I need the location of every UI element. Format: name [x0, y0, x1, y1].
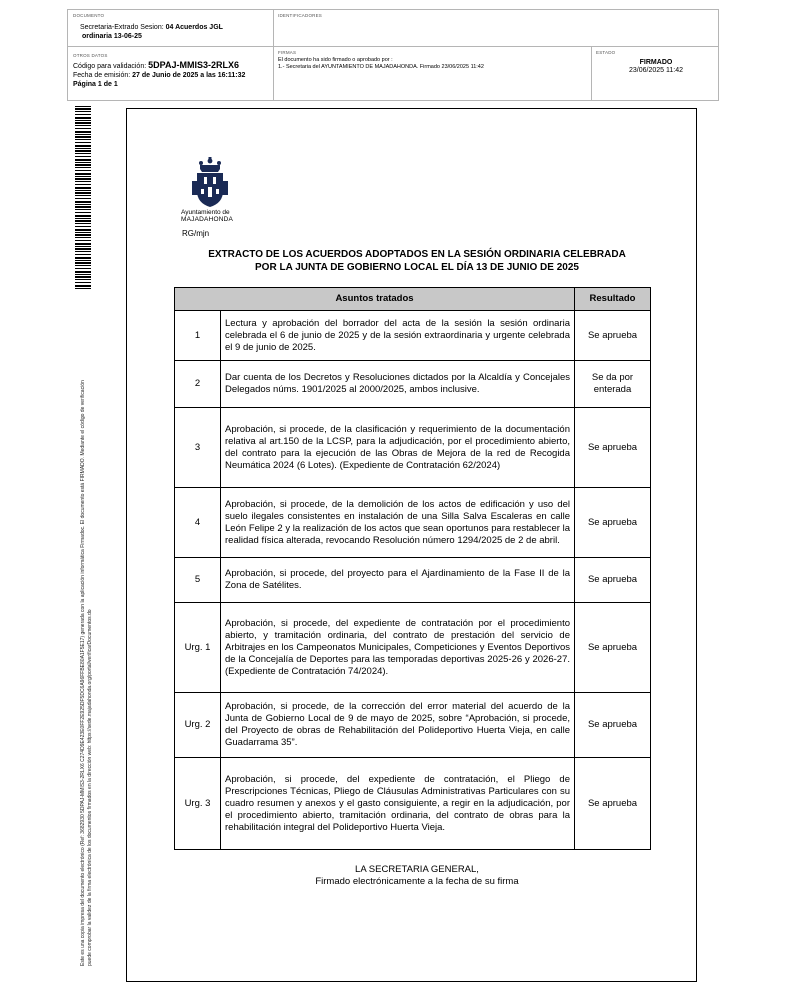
verification-text: [80, 276, 94, 966]
row-result: Se aprueba: [575, 693, 651, 758]
documento-label: DOCUMENTO: [73, 13, 105, 18]
fecha-emision: Fecha de emisión: 27 de Junio de 2025 a las 16:11:32: [73, 72, 246, 79]
row-description: Dar cuenta de los Decretos y Resoluciones dictados por la Alcaldía y Concejales Delegados núms. 1901/2025 al 2000/2025, ambos inclusive.: [221, 361, 575, 408]
header-divider: [273, 10, 274, 100]
documento-line2: ordinaria 13-06-25: [82, 33, 142, 40]
table-row: [175, 558, 651, 603]
table-row: [175, 408, 651, 488]
verification-line1: Este es una copia impresa del documento electrónico (Ref: 3682930 5DPAJ-MMIS3-2RLX6 C274D9E423E0FF2E925DF5DC6A96FFBE80A1F5E17) generada con la aplicación informática Firmadoc. El documento está FIRMADO. Mediante el código de verificación: [80, 380, 86, 966]
signature-block: [167, 864, 667, 888]
firmas-label: FIRMAS: [278, 50, 297, 55]
estado-fecha: 23/06/2025 11:42: [629, 67, 683, 74]
verification-line2: puede comprobar la validez de la firma electrónica de los documentos firmados en la dirección web: https://sede.majadahonda.org/portal/verificarDocumentos.do: [87, 609, 93, 966]
table-row: [175, 603, 651, 693]
signature-note: Firmado electrónicamente a la fecha de su firma: [315, 876, 519, 887]
estado-label: ESTADO: [596, 50, 616, 55]
title-line1: EXTRACTO DE LOS ACUERDOS ADOPTADOS EN LA SESIÓN ORDINARIA CELEBRADA: [208, 249, 626, 260]
row-description: Lectura y aprobación del borrador del acta de la sesión la sesión ordinaria celebrada el 6 de junio de 2025 y de la sesión extraordinaria y urgente celebrada el 9 de junio de 2025.: [221, 311, 575, 361]
side-margin: [72, 106, 122, 966]
row-result: Se aprueba: [575, 408, 651, 488]
row-result: Se aprueba: [575, 488, 651, 558]
logo-text-majadahonda: MAJADAHONDA: [181, 216, 234, 223]
document-title: [167, 248, 667, 274]
row-number: 4: [175, 488, 221, 558]
table-row: [175, 758, 651, 850]
row-number: 2: [175, 361, 221, 408]
row-result: Se aprueba: [575, 603, 651, 693]
row-description: Aprobación, si procede, de la demolición de los actos de edificación y uso del suelo ilegales consistentes en instalación de una Silla Salva Escaleras en calle León Felipe 2 y la realización de los actos que sean oportunos para restablecer la realidad física alterada, revocando Resolución número 1294/2025 de 2 de abril.: [221, 488, 575, 558]
row-number: 5: [175, 558, 221, 603]
title-line2: POR LA JUNTA DE GOBIERNO LOCAL EL DÍA 13 DE JUNIO DE 2025: [255, 262, 579, 273]
table-header-row: [175, 288, 651, 311]
row-result: Se aprueba: [575, 311, 651, 361]
header-asuntos: Asuntos tratados: [175, 288, 575, 311]
row-result: Se aprueba: [575, 758, 651, 850]
table-row: [175, 488, 651, 558]
row-number: Urg. 3: [175, 758, 221, 850]
identificadores-label: IDENTIFICADORES: [278, 13, 323, 18]
header-resultado: Resultado: [575, 288, 651, 311]
row-description: Aprobación, si procede, del proyecto para el Ajardinamiento de la Fase II de la Zona de Satélites.: [221, 558, 575, 603]
codigo-validacion: Código para validación: 5DPAJ-MMIS3-2RLX6: [73, 60, 239, 70]
estado-value: FIRMADO: [639, 59, 673, 66]
documento-line1: Secretaria-Extrado Sesion: 04 Acuerdos JGL: [80, 24, 223, 31]
page-frame: [126, 108, 697, 982]
otros-datos-label: OTROS DATOS: [73, 53, 108, 58]
row-number: Urg. 2: [175, 693, 221, 758]
row-description: Aprobación, si procede, de la clasificación y requerimiento de la documentación relativa al art.150 de la LCSP, para la adjudicación, por el procedimiento abierto, del contrato para la ejecución de las Obras de Mejora de la red de Recogida Neumática 2024 (6 Lotes). (Expediente de Contratación 62/2024): [221, 408, 575, 488]
pagina: Página 1 de 1: [73, 81, 118, 88]
row-result: Se da por enterada: [575, 361, 651, 408]
firmas-line2: 1.- Secretaria del AYUNTAMIENTO DE MAJADAHONDA. Firmado 23/06/2025 11:42: [278, 64, 484, 70]
table-row: [175, 693, 651, 758]
table-row: [175, 311, 651, 361]
barcode: [75, 106, 91, 289]
row-number: 1: [175, 311, 221, 361]
document-header: [67, 9, 719, 101]
firmas-line1: El documento ha sido firmado o aprobado por :: [278, 57, 393, 63]
row-number: 3: [175, 408, 221, 488]
row-description: Aprobación, si procede, del expediente de contratación por el procedimiento abierto, y tramitación ordinaria, del contrato de prestación del servicio de Arbitrajes en los Campeonatos Municipales, Competiciones y Eventos Deportivos de la Concejalía de Deportes para las temporadas deportivas 2025-26 y 2026-27. (Expediente de Contratación 74/2024).: [221, 603, 575, 693]
row-number: Urg. 1: [175, 603, 221, 693]
header-divider: [68, 46, 718, 47]
row-description: Aprobación, si procede, del expediente de contratación, el Pliego de Prescripciones Técnicas, Pliego de Cláusulas Administrativas Particulares con su cuadro resumen y anexos y el gasto consiguiente, a regir en la adjudicación, por el procedimiento abierto, tramitación ordinaria, del contrato de obras para la rehabilitación integral del Polideportivo Huerta Vieja.: [221, 758, 575, 850]
logo-text-ayuntamiento: Ayuntamiento de: [181, 209, 230, 216]
agreements-table: [174, 287, 651, 850]
row-description: Aprobación, si procede, de la corrección del error material del acuerdo de la Junta de Gobierno Local de 9 de mayo de 2025, sobre “Aprobación, si procede, del Proyecto de obras de Rehabilitación del Polideportivo Huerta Vieja, en calle Guadarrama 35”.: [221, 693, 575, 758]
signature-title: LA SECRETARIA GENERAL,: [355, 864, 479, 875]
row-result: Se aprueba: [575, 558, 651, 603]
table-row: [175, 361, 651, 408]
reference-code: RG/mjn: [182, 229, 210, 238]
